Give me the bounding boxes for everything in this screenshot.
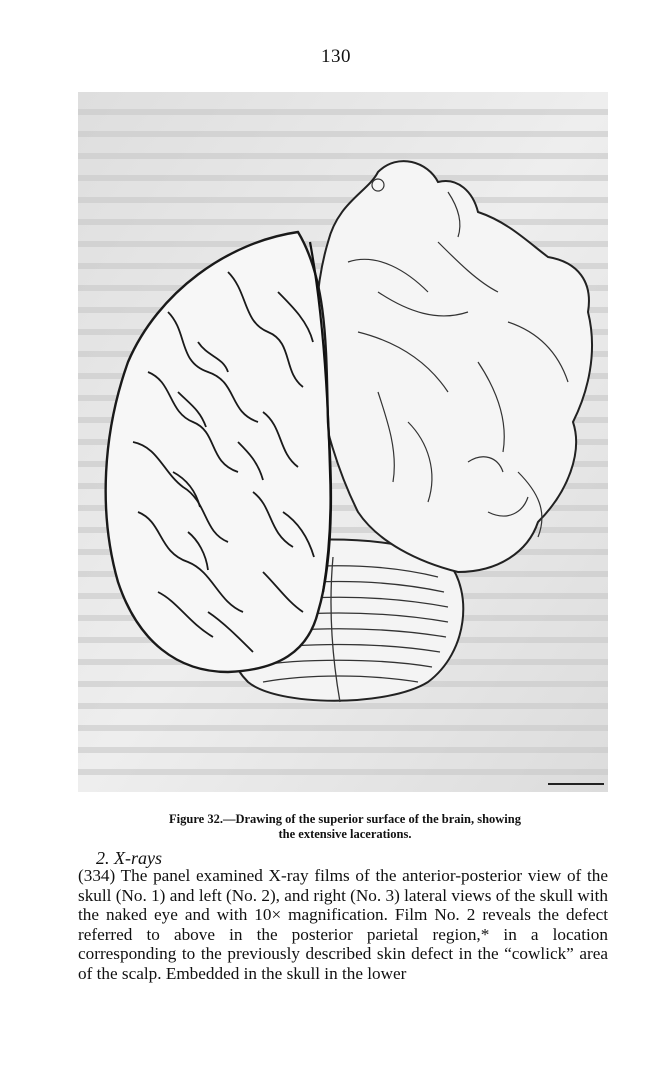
page-number: 130: [321, 46, 351, 67]
brain-illustration: [78, 92, 608, 792]
figure-caption-line-2: the extensive lacerations.: [278, 827, 412, 841]
figure-caption-line-1: Figure 32.—Drawing of the superior surface of the brain, showing: [169, 812, 521, 826]
section-heading: 2. X-rays: [96, 848, 162, 868]
figure-caption: [130, 812, 560, 842]
body-paragraph: (334) The panel examined X-ray films of the anterior-posterior view of the skull (No. 1) and left (No. 2), and right (No. 3) lateral views of the skull with the naked eye and with 10× magnification. Film No. 2 reveals the defect referred to above in the posterior parietal region,* in a location corresponding to the previously described skin defect in the “cowlick” area of the scalp. Embedded in the skull in the lower: [78, 866, 608, 983]
